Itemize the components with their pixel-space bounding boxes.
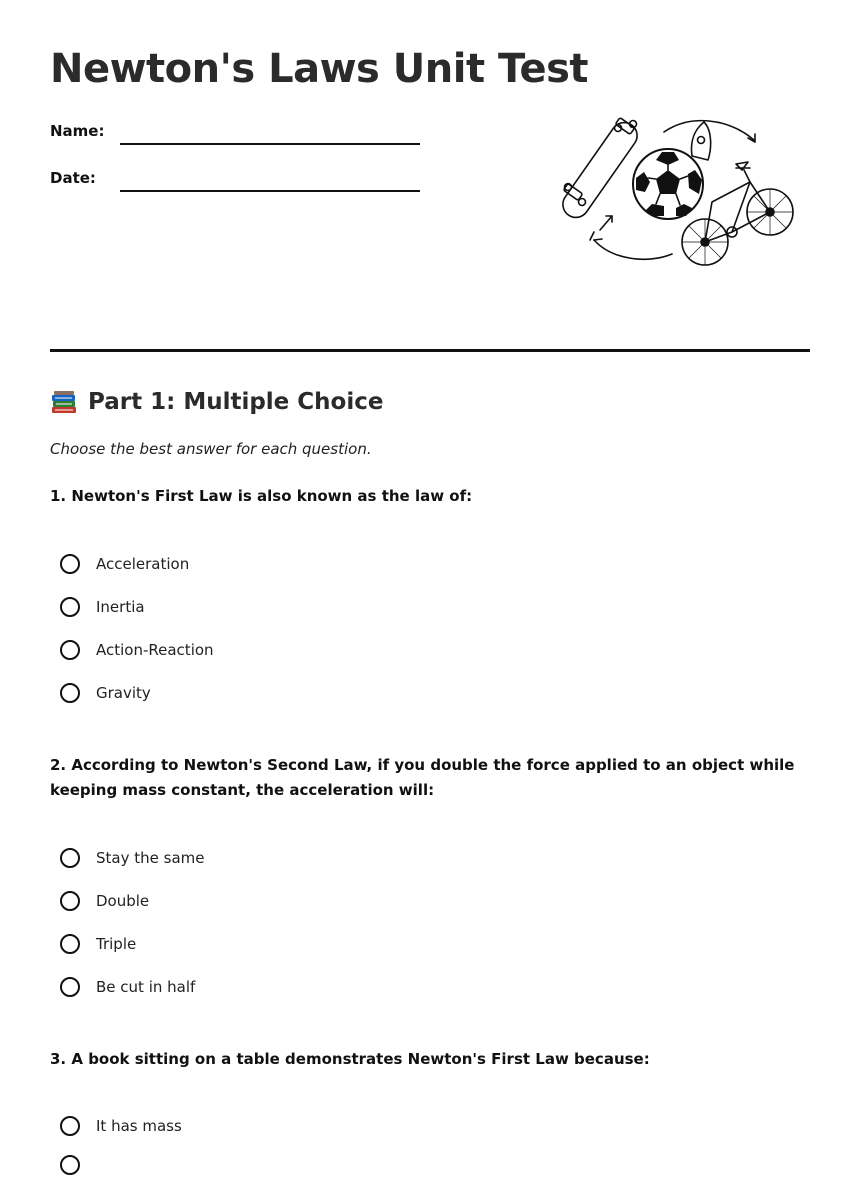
soccer-ball-icon: [633, 149, 703, 219]
part1-header: [50, 388, 383, 416]
option-label: Action-Reaction: [96, 641, 214, 659]
answer-option[interactable]: [60, 1152, 80, 1178]
question-2: 2. According to Newton's Second Law, if you double the force applied to an object while keeping mass constant, the acceleration will:: [50, 756, 795, 799]
option-label: Gravity: [96, 684, 151, 702]
page-title: Newton's Laws Unit Test: [50, 46, 589, 92]
option-label: Double: [96, 892, 150, 910]
answer-option[interactable]: [60, 551, 189, 577]
date-label: Date:: [50, 169, 96, 187]
option-label: It has mass: [96, 1117, 182, 1135]
radio-button[interactable]: [60, 554, 80, 574]
answer-option[interactable]: [60, 974, 195, 1000]
rocket-icon: [692, 122, 711, 160]
option-label: Acceleration: [96, 555, 190, 573]
answer-option[interactable]: [60, 637, 214, 663]
name-line[interactable]: [120, 143, 420, 145]
answer-option[interactable]: [60, 680, 151, 706]
radio-button[interactable]: [60, 848, 80, 868]
option-label: Stay the same: [96, 849, 205, 867]
option-label: Triple: [96, 935, 137, 953]
answer-option[interactable]: [60, 845, 204, 871]
radio-button[interactable]: [60, 891, 80, 911]
option-label: Inertia: [96, 598, 145, 616]
date-line[interactable]: [120, 190, 420, 192]
question-3: 3. A book sitting on a table demonstrates Newton's First Law because:: [50, 1050, 650, 1068]
radio-button[interactable]: [60, 597, 80, 617]
instructions: Choose the best answer for each question.: [50, 440, 372, 458]
books-icon: [50, 388, 78, 416]
radio-button[interactable]: [60, 1116, 80, 1136]
answer-option[interactable]: [60, 888, 149, 914]
section-divider: [50, 349, 810, 352]
option-label: Be cut in half: [96, 978, 196, 996]
section-title: Part 1: Multiple Choice: [88, 389, 384, 415]
radio-button[interactable]: [60, 934, 80, 954]
answer-option[interactable]: [60, 1113, 182, 1139]
physics-objects-illustration: [552, 112, 798, 274]
name-label: Name:: [50, 122, 105, 140]
skateboard-icon: [558, 117, 642, 222]
radio-button[interactable]: [60, 977, 80, 997]
radio-button[interactable]: [60, 683, 80, 703]
answer-option[interactable]: [60, 931, 136, 957]
question-1: 1. Newton's First Law is also known as the law of:: [50, 487, 473, 505]
radio-button[interactable]: [60, 1155, 80, 1175]
radio-button[interactable]: [60, 640, 80, 660]
answer-option[interactable]: [60, 594, 145, 620]
